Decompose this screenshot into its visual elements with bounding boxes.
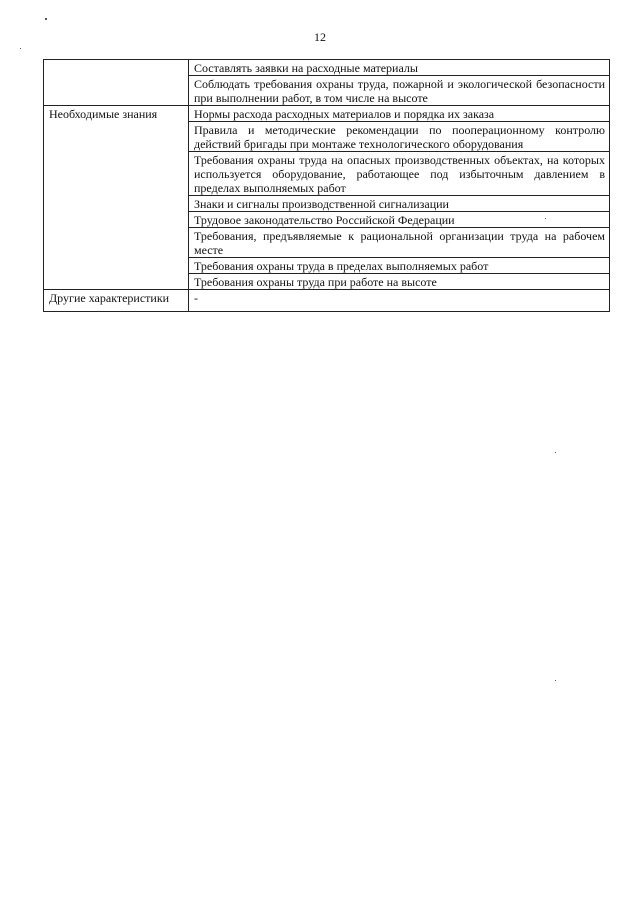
row-text: Соблюдать требования охраны труда, пожарной и экологической безопасности при выполнении работ, в том числе на высоте bbox=[189, 76, 610, 106]
page-number: 12 bbox=[314, 30, 326, 44]
requirements-table bbox=[43, 59, 610, 312]
row-text: Знаки и сигналы производственной сигнализации bbox=[189, 196, 610, 212]
scan-speck bbox=[555, 680, 556, 681]
scan-speck bbox=[45, 18, 47, 20]
table-row bbox=[44, 290, 610, 312]
row-text: Требования охраны труда на опасных производственных объектах, на которых используется оборудование, работающее под избыточным давлением в пределах выполняемых работ bbox=[189, 152, 610, 196]
scan-speck bbox=[20, 48, 21, 49]
row-text: Требования охраны труда в пределах выполняемых работ bbox=[189, 258, 610, 274]
table-row bbox=[44, 60, 610, 76]
row-text: Правила и методические рекомендации по пооперационному контролю действий бригады при монтаже технологического оборудования bbox=[189, 122, 610, 152]
row-text: Требования, предъявляемые к рациональной организации труда на рабочем месте bbox=[189, 228, 610, 258]
row-label: Необходимые знания bbox=[44, 106, 189, 290]
scan-speck bbox=[555, 452, 556, 453]
row-text: Требования охраны труда при работе на высоте bbox=[189, 274, 610, 290]
row-text: Составлять заявки на расходные материалы bbox=[189, 60, 610, 76]
row-label: Другие характеристики bbox=[44, 290, 189, 312]
row-text: Трудовое законодательство Российской Федерации bbox=[189, 212, 610, 228]
row-text: Нормы расхода расходных материалов и порядка их заказа bbox=[189, 106, 610, 122]
row-label bbox=[44, 60, 189, 106]
table-row bbox=[44, 106, 610, 122]
row-text: - bbox=[189, 290, 610, 312]
